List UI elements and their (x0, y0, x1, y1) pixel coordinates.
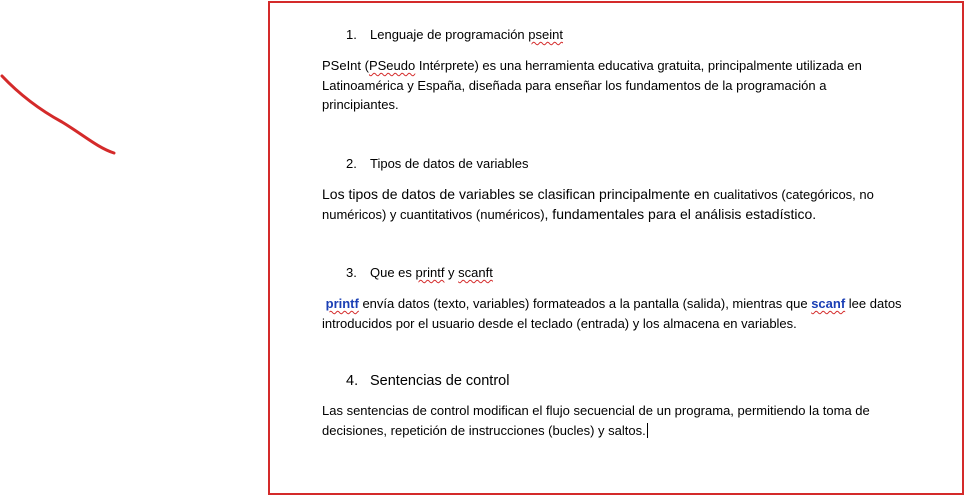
paragraph-3: printf envía datos (texto, variables) formateados a la pantalla (salida), mientras que scanf lee datos introducidos por el usuario desde el teclado (entrada) y los almacena en variables. (322, 296, 902, 331)
heading-1: 1. Lenguaje de programación pseint (346, 27, 563, 42)
spell-error: scanft (458, 265, 493, 280)
text-cursor (647, 423, 648, 438)
spell-error: pseint (528, 27, 563, 42)
keyword-scanf: scanf (811, 296, 846, 311)
spell-error: printf (415, 265, 445, 280)
paragraph-1: PSeInt (PSeudo Intérprete) es una herramienta educativa gratuita, principalmente utilizada en Latinoamérica y España, diseñada para enseñar los fundamentos de la programación a principiantes. (322, 58, 862, 112)
paragraph-4: Las sentencias de control modifican el flujo secuencial de un programa, permitiendo la toma de decisiones, repetición de instrucciones (bucles) y saltos. (322, 403, 870, 438)
paragraph-2: Los tipos de datos de variables se clasifican principalmente en cualitativos (categóricos, no numéricos) y cuantitativos (numéricos), fundamentales para el análisis estadístico. (322, 186, 874, 222)
keyword-printf: printf (325, 296, 359, 311)
heading-2: 2. Tipos de datos de variables (346, 156, 529, 171)
heading-3: 3. Que es printf y scanft (346, 265, 493, 280)
heading-4: 4. Sentencias de control (346, 373, 510, 389)
spell-error: PSeudo (368, 58, 416, 73)
